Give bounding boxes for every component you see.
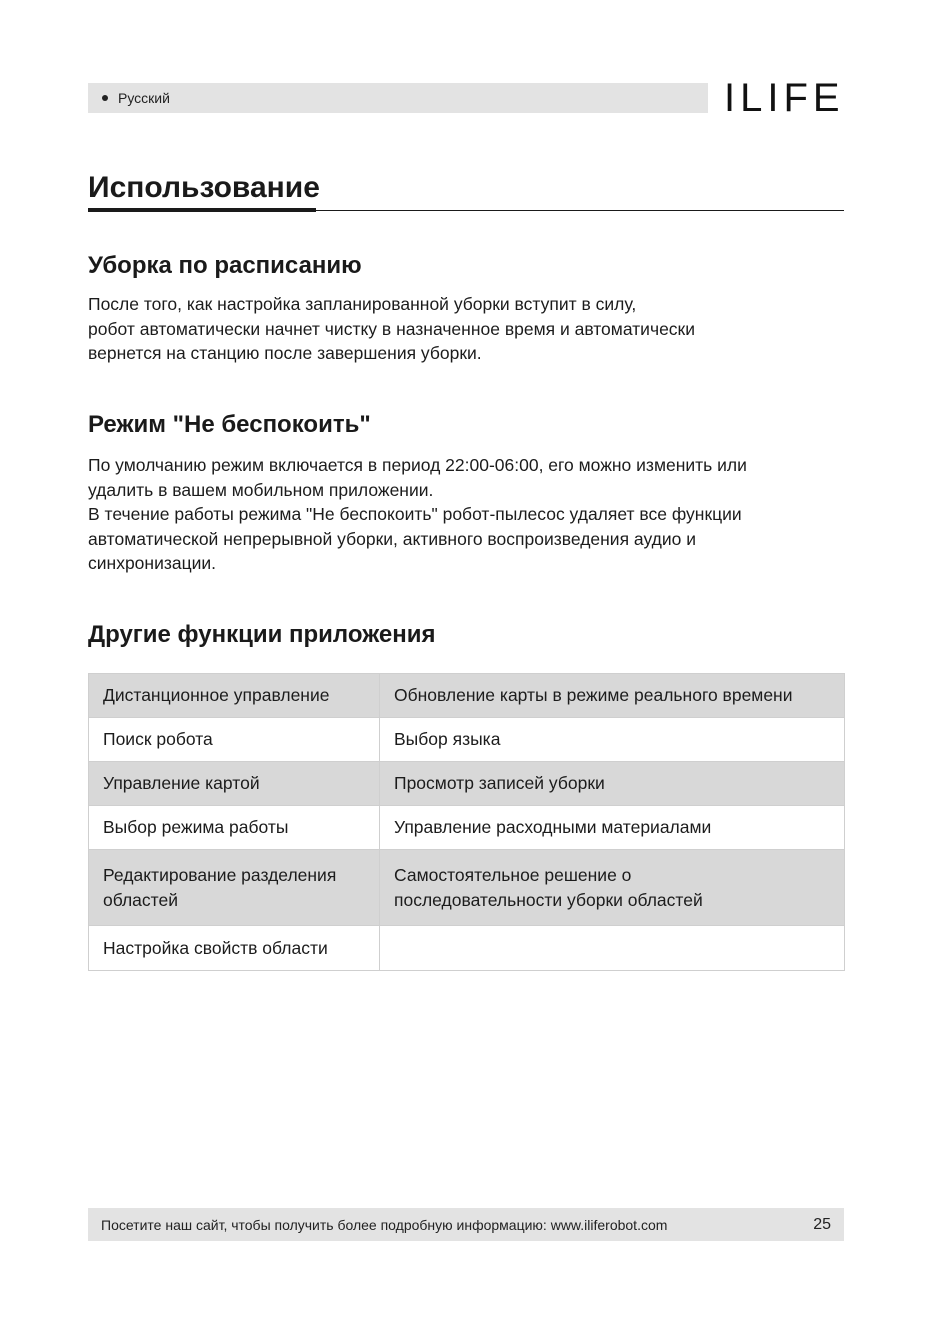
language-bar [88, 83, 708, 113]
table-cell: Управление картой [89, 762, 380, 806]
text-line: робот автоматически начнет чистку в назначенное время и автоматически [88, 318, 695, 339]
text-line: После того, как настройка запланированной уборки вступит в силу, [88, 294, 637, 314]
table-cell: Выбор режима работы [89, 806, 380, 850]
section-text-schedule [88, 292, 838, 366]
table-row [89, 850, 845, 926]
functions-table [88, 673, 845, 971]
table-cell: Выбор языка [380, 718, 845, 762]
table-cell: Управление расходными материалами [380, 806, 845, 850]
section-heading-dnd: Режим "Не беспокоить" [88, 411, 371, 438]
title-underline [88, 208, 316, 212]
page-number: 25 [813, 1215, 831, 1233]
table-cell: Настройка свойств области [89, 926, 380, 971]
table-row [89, 674, 845, 718]
footer-bar [88, 1208, 844, 1241]
table-cell: Редактирование разделения областей [89, 850, 380, 926]
table-cell: Дистанционное управление [89, 674, 380, 718]
table-row [89, 926, 845, 971]
text-line: По умолчанию режим включается в период 22:00-06:00, его можно изменить или [88, 455, 747, 475]
footer-note: Посетите наш сайт, чтобы получить более подробную информацию: www.iliferobot.com [101, 1216, 668, 1233]
text-line: В течение работы режима "Не беспокоить" робот-пылесос удаляет все функции [88, 504, 742, 524]
language-label: Русский [118, 90, 170, 106]
section-heading-schedule: Уборка по расписанию [88, 252, 362, 279]
page-title: Использование [88, 171, 320, 204]
table-row [89, 806, 845, 850]
bullet-icon [102, 95, 108, 101]
text-line: вернется на станцию после завершения уборки. [88, 343, 482, 363]
text-line: удалить в вашем мобильном приложении. [88, 479, 434, 500]
text-line: синхронизации. [88, 553, 217, 573]
table-cell: Просмотр записей уборки [380, 762, 845, 806]
table-cell: Поиск робота [89, 718, 380, 762]
section-text-dnd [88, 453, 838, 576]
table-cell: Самостоятельное решение о последовательности уборки областей [380, 850, 845, 926]
brand-logo: ILIFE [724, 76, 845, 120]
text-line: автоматической непрерывной уборки, активного воспроизведения аудио и [88, 528, 696, 549]
table-row [89, 718, 845, 762]
section-heading-other-functions: Другие функции приложения [88, 621, 436, 648]
table-cell: Обновление карты в режиме реального времени [380, 674, 845, 718]
table-row [89, 762, 845, 806]
table-cell [380, 926, 845, 971]
